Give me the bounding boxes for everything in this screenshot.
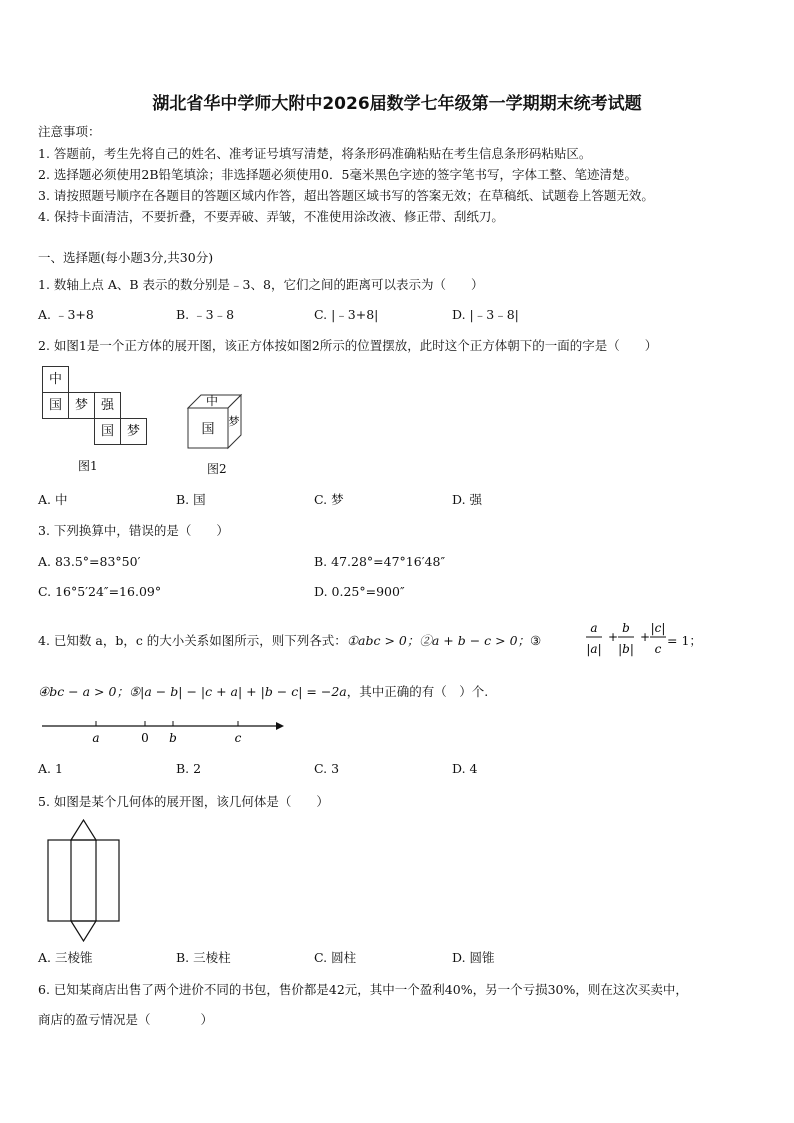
- section-heading: 一、选择题(每小题3分,共30分): [38, 250, 214, 265]
- page-title: 湖北省华中学师大附中2026届数学七年级第一学期期末统考试题: [152, 94, 642, 114]
- net-cell: 梦: [68, 392, 95, 419]
- q4-stem: [38, 631, 541, 649]
- svg-text:a: a: [590, 621, 598, 635]
- axis-label-zero: 0: [141, 731, 149, 745]
- q6-stem-line-1: 6. 已知某商店出售了两个进价不同的书包，售价都是42元，其中一个盈利40%，另一个亏损30%，则在这次买卖中，: [38, 982, 688, 997]
- q3-option-b: B. 47.28°=47°16′48″: [314, 554, 446, 569]
- svg-text:c: c: [654, 642, 662, 656]
- q5-option-b: B. 三棱柱: [176, 950, 231, 965]
- q5-option-d: D. 圆锥: [452, 950, 495, 965]
- q4-option-a: A. 1: [38, 761, 63, 776]
- figure-1-caption: 图1: [78, 459, 98, 473]
- figure-2-caption: 图2: [207, 462, 227, 476]
- axis-label-b: b: [169, 731, 177, 745]
- net-cell: 中: [42, 366, 69, 393]
- q4-expr-1: ①abc > 0；: [346, 633, 420, 648]
- notice-item-1: 1. 答题前，考生先将自己的姓名、准考证号填写清楚，将条形码准确粘贴在考生信息条形码粘贴区。: [38, 146, 592, 161]
- cube-top-label: 中: [205, 394, 219, 408]
- q2-option-a: A. 中: [38, 492, 68, 507]
- net-cell: 国: [94, 418, 121, 445]
- notice-item-3: 3. 请按照题号顺序在各题目的答题区域内作答，超出答题区域书写的答案无效；在草稿纸、试题卷上答题无效。: [38, 188, 654, 203]
- q3-option-d: D. 0.25°=900″: [314, 584, 405, 599]
- cube-figure: [185, 392, 245, 454]
- notice-item-2: 2. 选择题必须使用2B铅笔填涂；非选择题必须使用0．5毫米黑色字迹的签字笔书写，字体工整、笔迹清楚。: [38, 167, 637, 182]
- q4-expr-2: ②a + b − c > 0；: [419, 633, 531, 648]
- svg-text:|c|: |c|: [650, 621, 666, 635]
- q4-line-2-tail: ，其中正确的有（ ）个.: [346, 684, 489, 699]
- q4-option-b: B. 2: [176, 761, 202, 776]
- svg-text:|a|: |a|: [586, 642, 602, 656]
- svg-text:+: +: [640, 630, 651, 644]
- q1-stem: 1. 数轴上点 A、B 表示的数分别是﹣3、8，它们之间的距离可以表示为（ ）: [38, 277, 484, 292]
- q4-line-2: [38, 682, 488, 700]
- q2-option-d: D. 强: [452, 492, 483, 507]
- q3-stem: 3. 下列换算中，错误的是（ ）: [38, 523, 229, 538]
- q4-stem-text: 4. 已知数 a，b，c 的大小关系如图所示，则下列各式：: [38, 633, 347, 648]
- q6-stem-line-2: 商店的盈亏情况是（ ）: [38, 1012, 214, 1027]
- q5-option-a: A. 三棱锥: [38, 950, 93, 965]
- q3-option-a: A. 83.5°=83°50′: [38, 554, 141, 569]
- q2-option-c: C. 梦: [314, 492, 344, 507]
- q3-option-c: C. 16°5′24″=16.09°: [38, 584, 162, 599]
- net-cell: 国: [42, 392, 69, 419]
- axis-label-c: c: [234, 731, 242, 745]
- q4-expr-4: ④bc − a > 0；: [38, 684, 129, 699]
- q4-expr-3-prefix: ③: [530, 633, 542, 648]
- q4-option-c: C. 3: [314, 761, 340, 776]
- svg-text:|b|: |b|: [618, 642, 634, 656]
- svg-text:+: +: [608, 630, 619, 644]
- prism-net-figure: [46, 818, 122, 943]
- notice-item-4: 4. 保持卡面清洁，不要折叠，不要弄破、弄皱，不准使用涂改液、修正带、刮纸刀。: [38, 209, 504, 224]
- cube-front-label: 国: [201, 422, 215, 437]
- axis-label-a: a: [92, 731, 100, 745]
- q2-stem: 2. 如图1是一个正方体的展开图，该正方体按如图2所示的位置摆放，此时这个正方体朝下的一面的字是（ ）: [38, 338, 658, 353]
- number-line: [40, 716, 285, 746]
- net-cell: 梦: [120, 418, 147, 445]
- q1-option-c: C. |﹣3+8|: [314, 307, 379, 322]
- notice-heading: 注意事项：: [38, 124, 101, 139]
- svg-text:b: b: [622, 621, 630, 635]
- q4-expr-5: ⑤|a − b| − |c + a| + |b − c| = −2a: [128, 684, 347, 699]
- q2-option-b: B. 国: [176, 492, 206, 507]
- q5-stem: 5. 如图是某个几何体的展开图，该几何体是（ ）: [38, 794, 329, 809]
- q5-option-c: C. 圆柱: [314, 950, 357, 965]
- net-cell: 强: [94, 392, 121, 419]
- cube-side-label: 梦: [228, 415, 240, 428]
- q4-expr-3-suffix: = 1；: [667, 633, 702, 648]
- q1-option-d: D. |﹣3﹣8|: [452, 307, 519, 322]
- q1-option-a: A. ﹣3+8: [38, 307, 94, 322]
- q1-option-b: B. ﹣3﹣8: [176, 307, 235, 322]
- q4-option-d: D. 4: [452, 761, 478, 776]
